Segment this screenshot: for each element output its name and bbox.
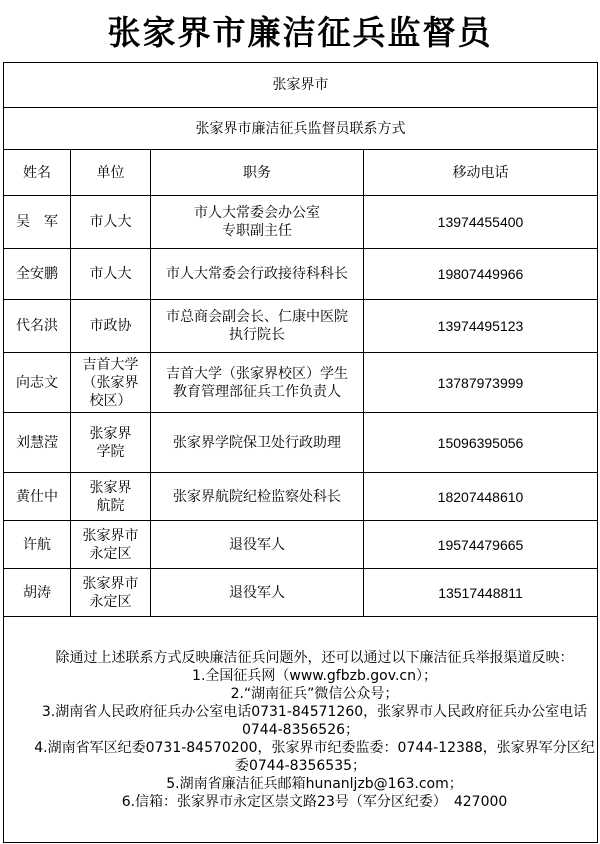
cell-unit: 张家界市 永定区: [71, 569, 151, 617]
notes-item: 6.信箱：张家界市永定区崇文路23号（军分区纪委） 427000: [121, 793, 508, 810]
cell-unit: 张家界 航院: [71, 473, 151, 521]
cell-name: 许航: [4, 521, 71, 569]
header-row: [4, 150, 598, 196]
cell-unit: 市人大: [71, 249, 151, 300]
header-name: 姓名: [4, 150, 71, 196]
subtitle-row: [4, 108, 598, 150]
cell-unit: 张家界市 永定区: [71, 521, 151, 569]
cell-position: 吉首大学（张家界校区）学生 教育管理部征兵工作负责人: [151, 353, 364, 413]
notes-item: 1.全国征兵网（www.gfbzb.gov.cn）；: [192, 667, 437, 684]
cell-phone: 18207448610: [364, 473, 598, 521]
contact-table: [3, 62, 598, 843]
cell-position: 市人大常委会办公室 专职副主任: [151, 196, 364, 249]
cell-phone: 13974455400: [364, 196, 598, 249]
cell-unit: 张家界 学院: [71, 413, 151, 473]
notes-item: 2.“湖南征兵”微信公众号；: [230, 685, 399, 702]
table-row: [4, 249, 598, 300]
table-row: [4, 353, 598, 413]
header-position: 职务: [151, 150, 364, 196]
cell-position: 市人大常委会行政接待科科长: [151, 249, 364, 300]
header-phone: 移动电话: [364, 150, 598, 196]
cell-unit: 吉首大学 （张家界 校区）: [71, 353, 151, 413]
cell-name: 全安鹏: [4, 249, 71, 300]
cell-name: 吴 军: [4, 196, 71, 249]
cell-phone: 19574479665: [364, 521, 598, 569]
notes-item: 3.湖南省人民政府征兵办公室电话0731-84571260，张家界市人民政府征兵办公室电话0744-8356526；: [41, 703, 588, 738]
city-label: 张家界市: [4, 63, 598, 108]
cell-position: 市总商会副会长、仁康中医院 执行院长: [151, 300, 364, 353]
cell-phone: 19807449966: [364, 249, 598, 300]
notes-row: [4, 617, 598, 843]
cell-unit: 市人大: [71, 196, 151, 249]
header-unit: 单位: [71, 150, 151, 196]
cell-name: 刘慧滢: [4, 413, 71, 473]
cell-name: 向志文: [4, 353, 71, 413]
table-row: [4, 413, 598, 473]
notes-item: 5.湖南省廉洁征兵邮箱hunanljzb@163.com；: [166, 775, 463, 792]
cell-unit: 市政协: [71, 300, 151, 353]
cell-position: 退役军人: [151, 569, 364, 617]
cell-position: 张家界航院纪检监察处科长: [151, 473, 364, 521]
cell-phone: 13787973999: [364, 353, 598, 413]
cell-position: 张家界学院保卫处行政助理: [151, 413, 364, 473]
cell-phone: 13517448811: [364, 569, 598, 617]
notes-intro: 除通过上述联系方式反映廉洁征兵问题外，还可以通过以下廉洁征兵举报渠道反映：: [55, 649, 574, 666]
notes-block: [4, 617, 598, 843]
city-row: [4, 63, 598, 108]
table-row: [4, 521, 598, 569]
table-row: [4, 473, 598, 521]
cell-position: 退役军人: [151, 521, 364, 569]
cell-name: 黄仕中: [4, 473, 71, 521]
cell-phone: 15096395056: [364, 413, 598, 473]
page-title: 张家界市廉洁征兵监督员: [107, 12, 493, 52]
cell-phone: 13974495123: [364, 300, 598, 353]
table-row: [4, 300, 598, 353]
notes-item: 4.湖南省军区纪委0731-84570200，张家界市纪委监委：0744-12388，张家界军分区纪委0744-8356535；: [34, 739, 595, 774]
cell-name: 代名洪: [4, 300, 71, 353]
table-subtitle: 张家界市廉洁征兵监督员联系方式: [4, 108, 598, 150]
cell-name: 胡涛: [4, 569, 71, 617]
table-row: [4, 196, 598, 249]
table-row: [4, 569, 598, 617]
